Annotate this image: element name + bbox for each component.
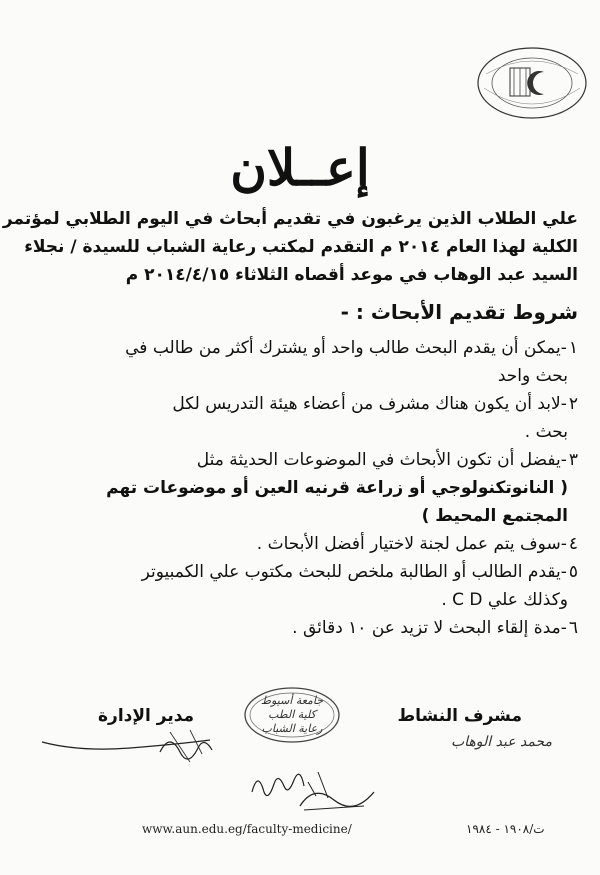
condition-item: ٣-يفضل أن تكون الأبحاث في الموضوعات الحديثة مثل ( النانوتكنولوجي أو زراعة قرنيه العين أو موضوعات تهم المجتمع المحيط )	[28, 446, 578, 530]
item-text: سوف يتم عمل لجنة لاختيار أفضل الأبحاث .	[256, 534, 561, 554]
stamp-line: جامعة أسيوط	[260, 694, 324, 707]
item-text: مدة إلقاء البحث لا تزيد عن ١٠ دقائق .	[292, 618, 561, 638]
item-text: يقدم الطالب أو الطالبة ملخص للبحث مكتوب علي الكمبيوتر	[141, 562, 561, 582]
condition-item: ١-يمكن أن يقدم البحث طالب واحد أو يشترك أكثر من طالب في بحث واحد	[28, 334, 578, 390]
admin-signature-scribble	[40, 722, 220, 772]
item-number: ٣	[568, 450, 578, 470]
item-text: بحث .	[524, 422, 568, 442]
official-stamp	[243, 686, 341, 744]
footer-url: www.aun.edu.eg/faculty-medicine/	[142, 822, 352, 836]
stamp-line: كلية الطب	[268, 708, 316, 721]
activity-supervisor-title: مشرف النشاط	[397, 706, 522, 726]
condition-item: ٥-يقدم الطالب أو الطالبة ملخص للبحث مكتوب علي الكمبيوتر وكذلك علي C D .	[28, 558, 578, 614]
page-title: إعــلان	[230, 138, 370, 197]
admin-manager-title: مدير الإدارة	[98, 706, 195, 726]
item-number: ٦	[568, 618, 578, 638]
stamp-line: رعاية الشباب	[261, 722, 323, 735]
faculty-logo	[476, 46, 588, 120]
intro-line: علي الطلاب الذين يرغبون في تقديم أبحاث في اليوم الطلابي لمؤتمر	[2, 209, 578, 229]
intro-line: السيد عبد الوهاب في موعد أقصاه الثلاثاء ٢٠١٤/٤/١٥ م	[125, 265, 578, 285]
item-text-bold: المجتمع المحيط )	[421, 506, 568, 526]
item-number: ٤	[568, 534, 578, 554]
footer-reference: ت/١٩٠٨ - ١٩٨٤	[466, 822, 545, 836]
activity-supervisor-signature: محمد عبد الوهاب	[450, 734, 552, 750]
conditions-list	[28, 334, 578, 642]
item-text-bold: ( النانوتكنولوجي أو زراعة قرنيه العين أو موضوعات تهم	[106, 478, 568, 498]
item-text: لابد أن يكون هناك مشرف من أعضاء هيئة التدريس لكل	[172, 394, 561, 414]
item-number: ٥	[568, 562, 578, 582]
item-text: يفضل أن تكون الأبحاث في الموضوعات الحديثة مثل	[196, 450, 561, 470]
intro-paragraph	[2, 205, 578, 289]
item-number: ١	[568, 338, 578, 358]
condition-item: ٤-سوف يتم عمل لجنة لاختيار أفضل الأبحاث .	[256, 534, 578, 554]
intro-line: الكلية لهذا العام ٢٠١٤ م التقدم لمكتب رعاية الشباب للسيدة / نجلاء	[24, 237, 578, 257]
item-number: ٢	[568, 394, 578, 414]
conditions-heading: شروط تقديم الأبحاث : -	[340, 300, 578, 324]
signature-scribble	[294, 778, 384, 818]
condition-item: ٢-لابد أن يكون هناك مشرف من أعضاء هيئة التدريس لكل بحث .	[28, 390, 578, 446]
condition-item: ٦-مدة إلقاء البحث لا تزيد عن ١٠ دقائق .	[292, 618, 578, 638]
item-text: وكذلك علي C D .	[441, 590, 568, 610]
item-text: يمكن أن يقدم البحث طالب واحد أو يشترك أكثر من طالب في	[125, 338, 561, 358]
item-text: بحث واحد	[497, 366, 568, 386]
